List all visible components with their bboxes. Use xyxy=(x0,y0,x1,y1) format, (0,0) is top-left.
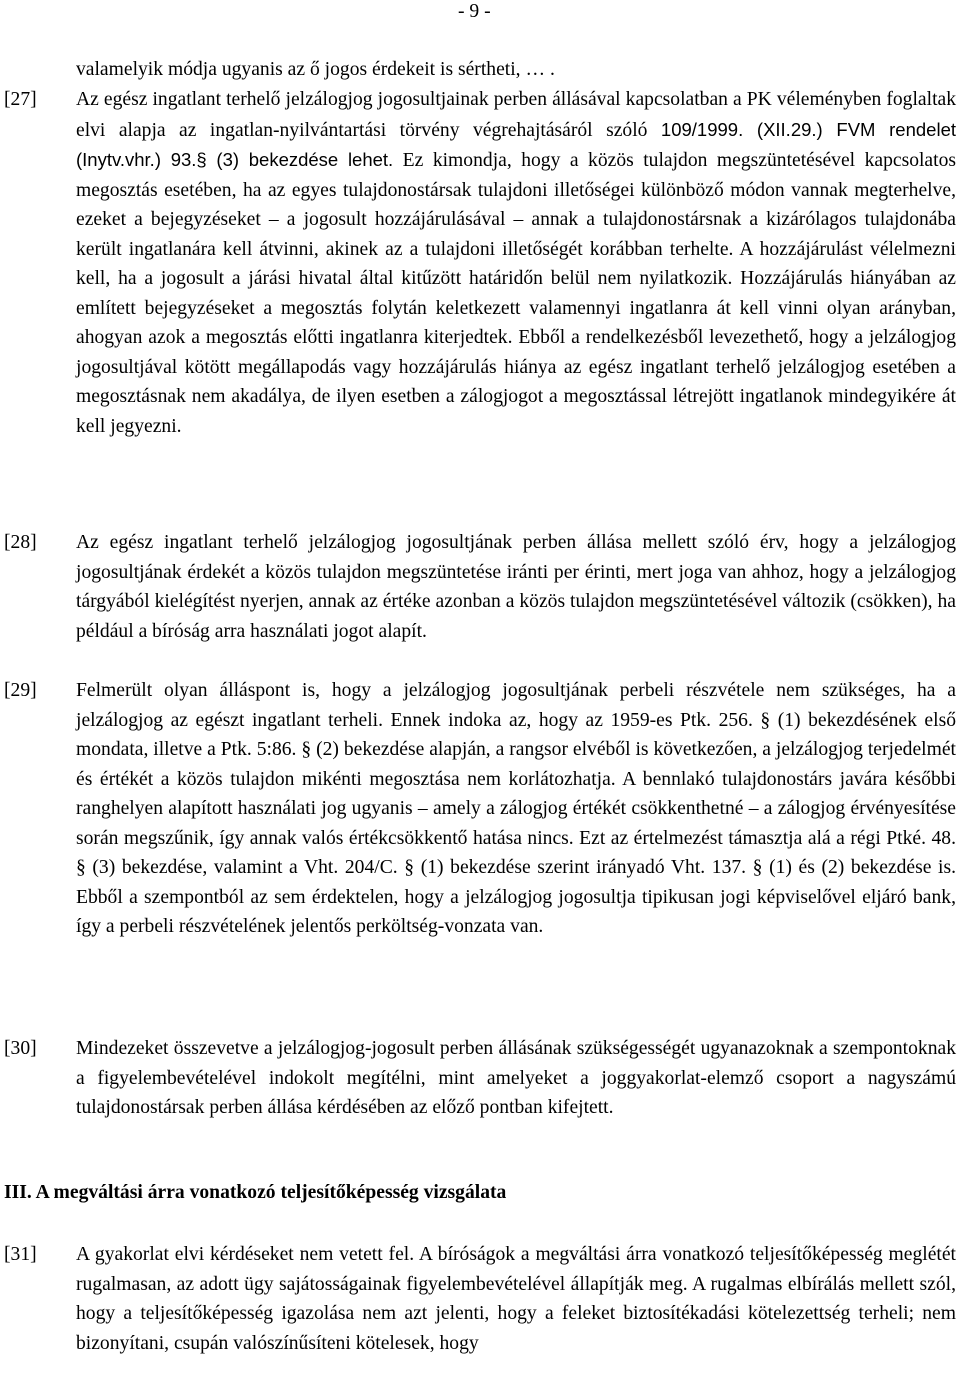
paragraph-text-part: Az egész ingatlant terhelő jelzálogjog jogosultjainak perben állásával kapcsolatban a PK véleményben foglaltak elvi alapja az ingatlan-nyilvántartási törvény végrehajtásáról szóló xyxy=(76,89,956,141)
paragraph-text: Az egész ingatlant terhelő jelzálogjog jogosultjának perben állása mellett szóló érv, hogy a jelzálogjog jogosultjának érdekét a közös tulajdon megszüntetése iránti per érinti, mert joga van ahhoz, hogy a jelzálogjog tárgyából kielégítést nyerjen, annak az értéke azonban a közös tulajdon megszüntetésével változik (csökken), ha például a bíróság arra használati jogot alapít. xyxy=(76,532,956,642)
paragraph-number: [30] xyxy=(4,1038,37,1059)
continuation-line: valamelyik módja ugyanis az ő jogos érdekeit is sértheti, … . xyxy=(76,59,555,80)
paragraph-text: A gyakorlat elvi kérdéseket nem vetett fel. A bíróságok a megváltási árra vonatkozó teljesítőképesség meglétét rugalmasan, az adott ügy sajátosságainak figyelembevételével állapítják meg. A rugalmas elbírálás mellett szól, hogy a teljesítőképesség igazolása nem azt jelenti, hogy a feleket biztosítékadási kötelezettség terheli; nem bizonyítani, csupán valószínűsíteni kötelesek, hogy xyxy=(76,1244,956,1354)
paragraph-text: Felmerült olyan álláspont is, hogy a jelzálogjog jogosultjának perbeli részvétele nem szükséges, ha a jelzálogjog az egészt ingatlant terheli. Ennek indoka az, hogy az 1959-es Ptk. 256. § (1) bekezdésének első mondata, illetve a Ptk. 5:86. § (2) bekezdése alapján, a rangsor elvéből is következően, a jelzálogjog terjedelmét és értékét a közös tulajdon mikénti megosztása nem korlátozhatja. A bennlakó tulajdonostárs javára későbbi ranghelyen alapított használati jog ugyanis – amely a zálogjog értékét csökkenthetné – a zálogjog érvényesítése során megszűnik, így annak valós értékcsökkentő hatása nincs. Ezt az értelmezést támasztja alá a régi Ptké. 48. § (3) bekezdése, valamint a Vht. 204/C. § (1) bekezdése szerint irányadó Vht. 137. § (1) és (2) bekezdése is. Ebből a szempontból az sem érdektelen, hogy a jelzálogjog jogosultja tipikusan jogi képviselővel eljáró bank, így a perbeli részvételének jelentős perköltség-vonzata van. xyxy=(76,680,956,937)
section-heading: III. A megváltási árra vonatkozó teljesítőképesség vizsgálata xyxy=(4,1182,507,1203)
paragraph-text xyxy=(76,85,956,441)
page-number: - 9 - xyxy=(458,1,491,22)
paragraph-text: Mindezeket összevetve a jelzálogjog-jogosult perben állásának szükségességét ugyanazoknak a szempontoknak a figyelembevételével indokolt megítélni, mint amelyeket a joggyakorlat-elemző csoport a nagyszámú tulajdonostársak perben állása kérdésében az előző pontban kifejtett. xyxy=(76,1038,956,1118)
regulation-reference: 109/1999. (XII.29.) FVM rendelet (Inytv.vhr.) 93.§ (3) bekezdése lehet. xyxy=(76,118,956,170)
paragraph-number: [29] xyxy=(4,680,37,701)
paragraph-number: [27] xyxy=(4,89,37,110)
paragraph-text-part: Ez kimondja, hogy a közös tulajdon megszüntetésével kapcsolatos megosztás esetében, ha az egyes tulajdonostársak tulajdoni illetőségei különböző módon vannak megterhelve, ezeket a bejegyzéseket – a jogosult hozzájárulásával – annak a tulajdonostársnak a kizárólagos tulajdonába került ingatlanára kell átvinni, akinek az a tulajdoni illetőségét korábban terhelte. A hozzájárulást vélelmezni kell, ha a jogosult a járási hivatal által kitűzött határidőn belül nem nyilatkozik. Hozzájárulás hiányában az említett bejegyzéseket a megosztás folytán keletkezett valamennyi ingatlanra át kell vinni olyan arányban, ahogyan azok a megosztás előtti ingatlanra kiterjedtek. Ebből a rendelkezésből levezethető, hogy a jelzálogjog jogosultjával kötött megállapodás vagy hozzájárulás hiánya az egész ingatlant terhelő jelzálogjog esetében a megosztásnak nem akadálya, de ilyen esetben a zálogjogot a megosztással létrejött ingatlanok mindegyikére át kell jegyezni. xyxy=(76,150,956,437)
paragraph-number: [31] xyxy=(4,1244,37,1265)
paragraph-number: [28] xyxy=(4,532,37,553)
